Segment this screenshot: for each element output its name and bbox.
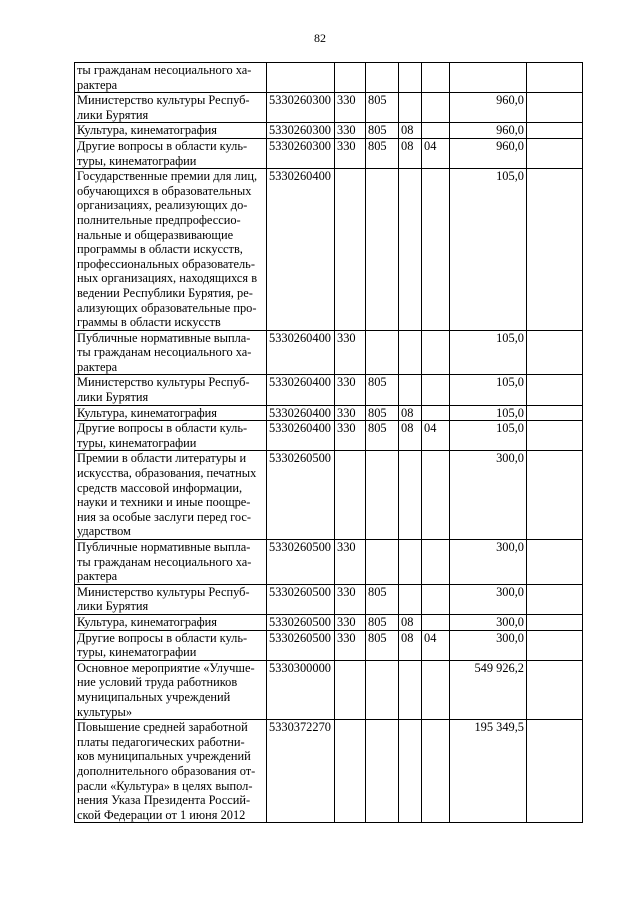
- extra-cell: [527, 584, 583, 614]
- table-row: [75, 63, 583, 93]
- budget-table: [74, 62, 583, 823]
- amount-cell: 300,0: [450, 630, 527, 660]
- table-row: [75, 93, 583, 123]
- target-article-code-cell: 5330260400: [267, 375, 335, 405]
- expenditure-name-cell: Министерство культуры Респуб- лики Бурятия: [75, 93, 267, 123]
- expenditure-name-cell: Культура, кинематография: [75, 123, 267, 139]
- expense-type-cell: 330: [335, 540, 366, 585]
- amount-cell: 300,0: [450, 584, 527, 614]
- ministry-code-cell: 805: [366, 123, 399, 139]
- subsection-code-cell: [422, 614, 450, 630]
- expenditure-name-cell: Культура, кинематография: [75, 405, 267, 421]
- expenditure-name-cell: Публичные нормативные выпла- ты гражданам несоциального ха- рактера: [75, 330, 267, 375]
- section-code-cell: [399, 169, 422, 331]
- subsection-code-cell: [422, 451, 450, 540]
- table-row: [75, 169, 583, 331]
- section-code-cell: [399, 63, 422, 93]
- subsection-code-cell: [422, 63, 450, 93]
- subsection-code-cell: 04: [422, 421, 450, 451]
- ministry-code-cell: [366, 169, 399, 331]
- extra-cell: [527, 630, 583, 660]
- table-row: [75, 405, 583, 421]
- expense-type-cell: [335, 660, 366, 719]
- amount-cell: 960,0: [450, 123, 527, 139]
- expense-type-cell: 330: [335, 123, 366, 139]
- expenditure-name-cell: Министерство культуры Респуб- лики Бурятия: [75, 584, 267, 614]
- section-code-cell: 08: [399, 123, 422, 139]
- subsection-code-cell: [422, 405, 450, 421]
- expenditure-name-cell: Публичные нормативные выпла- ты гражданам несоциального ха- рактера: [75, 540, 267, 585]
- extra-cell: [527, 138, 583, 168]
- extra-cell: [527, 405, 583, 421]
- expense-type-cell: [335, 169, 366, 331]
- amount-cell: 960,0: [450, 93, 527, 123]
- target-article-code-cell: 5330260500: [267, 614, 335, 630]
- section-code-cell: 08: [399, 630, 422, 660]
- ministry-code-cell: 805: [366, 614, 399, 630]
- amount-cell: 105,0: [450, 169, 527, 331]
- target-article-code-cell: 5330260300: [267, 93, 335, 123]
- section-code-cell: [399, 375, 422, 405]
- section-code-cell: 08: [399, 614, 422, 630]
- target-article-code-cell: 5330300000: [267, 660, 335, 719]
- ministry-code-cell: 805: [366, 405, 399, 421]
- table-row: [75, 421, 583, 451]
- table-row: [75, 330, 583, 375]
- extra-cell: [527, 330, 583, 375]
- target-article-code-cell: 5330372270: [267, 720, 335, 823]
- expenditure-name-cell: ты гражданам несоциального ха- рактера: [75, 63, 267, 93]
- section-code-cell: 08: [399, 405, 422, 421]
- subsection-code-cell: [422, 660, 450, 719]
- amount-cell: 960,0: [450, 138, 527, 168]
- table-row: [75, 720, 583, 823]
- ministry-code-cell: [366, 540, 399, 585]
- amount-cell: 105,0: [450, 421, 527, 451]
- ministry-code-cell: [366, 330, 399, 375]
- section-code-cell: 08: [399, 138, 422, 168]
- ministry-code-cell: [366, 720, 399, 823]
- target-article-code-cell: 5330260400: [267, 421, 335, 451]
- subsection-code-cell: [422, 123, 450, 139]
- expenditure-name-cell: Основное мероприятие «Улучше- ние условий труда работников муниципальных учреждений культуры»: [75, 660, 267, 719]
- subsection-code-cell: 04: [422, 630, 450, 660]
- amount-cell: 105,0: [450, 330, 527, 375]
- extra-cell: [527, 421, 583, 451]
- target-article-code-cell: 5330260400: [267, 169, 335, 331]
- table-row: [75, 123, 583, 139]
- extra-cell: [527, 660, 583, 719]
- amount-cell: 105,0: [450, 405, 527, 421]
- subsection-code-cell: [422, 93, 450, 123]
- extra-cell: [527, 614, 583, 630]
- target-article-code-cell: [267, 63, 335, 93]
- subsection-code-cell: [422, 330, 450, 375]
- target-article-code-cell: 5330260500: [267, 630, 335, 660]
- amount-cell: 195 349,5: [450, 720, 527, 823]
- expenditure-name-cell: Другие вопросы в области куль- туры, кинематографии: [75, 630, 267, 660]
- section-code-cell: [399, 584, 422, 614]
- extra-cell: [527, 93, 583, 123]
- expense-type-cell: 330: [335, 330, 366, 375]
- ministry-code-cell: 805: [366, 630, 399, 660]
- ministry-code-cell: 805: [366, 375, 399, 405]
- section-code-cell: 08: [399, 421, 422, 451]
- ministry-code-cell: [366, 63, 399, 93]
- subsection-code-cell: [422, 540, 450, 585]
- ministry-code-cell: 805: [366, 584, 399, 614]
- expense-type-cell: [335, 720, 366, 823]
- expense-type-cell: 330: [335, 614, 366, 630]
- expense-type-cell: [335, 451, 366, 540]
- expense-type-cell: [335, 63, 366, 93]
- subsection-code-cell: [422, 720, 450, 823]
- subsection-code-cell: [422, 169, 450, 331]
- target-article-code-cell: 5330260300: [267, 138, 335, 168]
- amount-cell: 105,0: [450, 375, 527, 405]
- expense-type-cell: 330: [335, 405, 366, 421]
- extra-cell: [527, 540, 583, 585]
- expenditure-name-cell: Премии в области литературы и искусства, образования, печатных средств массовой информации, науки и техники и иные поощре- ния за особые заслуги перед гос- ударством: [75, 451, 267, 540]
- table-row: [75, 630, 583, 660]
- target-article-code-cell: 5330260400: [267, 330, 335, 375]
- amount-cell: 549 926,2: [450, 660, 527, 719]
- expenditure-name-cell: Культура, кинематография: [75, 614, 267, 630]
- table-row: [75, 614, 583, 630]
- subsection-code-cell: [422, 375, 450, 405]
- budget-table-body: [75, 63, 583, 823]
- extra-cell: [527, 375, 583, 405]
- section-code-cell: [399, 720, 422, 823]
- amount-cell: 300,0: [450, 540, 527, 585]
- ministry-code-cell: [366, 660, 399, 719]
- table-row: [75, 451, 583, 540]
- expense-type-cell: 330: [335, 630, 366, 660]
- amount-cell: 300,0: [450, 451, 527, 540]
- expenditure-name-cell: Другие вопросы в области куль- туры, кинематографии: [75, 138, 267, 168]
- subsection-code-cell: 04: [422, 138, 450, 168]
- extra-cell: [527, 451, 583, 540]
- extra-cell: [527, 720, 583, 823]
- table-row: [75, 138, 583, 168]
- table-row: [75, 375, 583, 405]
- table-row: [75, 584, 583, 614]
- expenditure-name-cell: Повышение средней заработной платы педагогических работни- ков муниципальных учреждений дополнительного образования от- расли «Культура» в целях выпол- нения Указа Президента Россий- ской Федерации от 1 июня 2012: [75, 720, 267, 823]
- expenditure-name-cell: Министерство культуры Респуб- лики Бурятия: [75, 375, 267, 405]
- extra-cell: [527, 169, 583, 331]
- target-article-code-cell: 5330260500: [267, 540, 335, 585]
- section-code-cell: [399, 540, 422, 585]
- section-code-cell: [399, 330, 422, 375]
- target-article-code-cell: 5330260400: [267, 405, 335, 421]
- section-code-cell: [399, 660, 422, 719]
- section-code-cell: [399, 93, 422, 123]
- expenditure-name-cell: Государственные премии для лиц, обучающихся в образовательных организациях, реализующих до- полнительные предпрофессио- нальные и общеразвивающие программы в области искусств, профессиональных образователь- ных организациях, находящихся в ведении Республики Бурятия, ре- ализующих образовательные про- граммы в области искусств: [75, 169, 267, 331]
- target-article-code-cell: 5330260500: [267, 451, 335, 540]
- ministry-code-cell: 805: [366, 93, 399, 123]
- ministry-code-cell: [366, 451, 399, 540]
- section-code-cell: [399, 451, 422, 540]
- table-row: [75, 540, 583, 585]
- page-number: 82: [314, 31, 326, 45]
- target-article-code-cell: 5330260500: [267, 584, 335, 614]
- expense-type-cell: 330: [335, 584, 366, 614]
- expense-type-cell: 330: [335, 375, 366, 405]
- expense-type-cell: 330: [335, 138, 366, 168]
- expense-type-cell: 330: [335, 93, 366, 123]
- expense-type-cell: 330: [335, 421, 366, 451]
- extra-cell: [527, 63, 583, 93]
- ministry-code-cell: 805: [366, 421, 399, 451]
- expenditure-name-cell: Другие вопросы в области куль- туры, кинематографии: [75, 421, 267, 451]
- table-row: [75, 660, 583, 719]
- amount-cell: 300,0: [450, 614, 527, 630]
- extra-cell: [527, 123, 583, 139]
- amount-cell: [450, 63, 527, 93]
- ministry-code-cell: 805: [366, 138, 399, 168]
- subsection-code-cell: [422, 584, 450, 614]
- target-article-code-cell: 5330260300: [267, 123, 335, 139]
